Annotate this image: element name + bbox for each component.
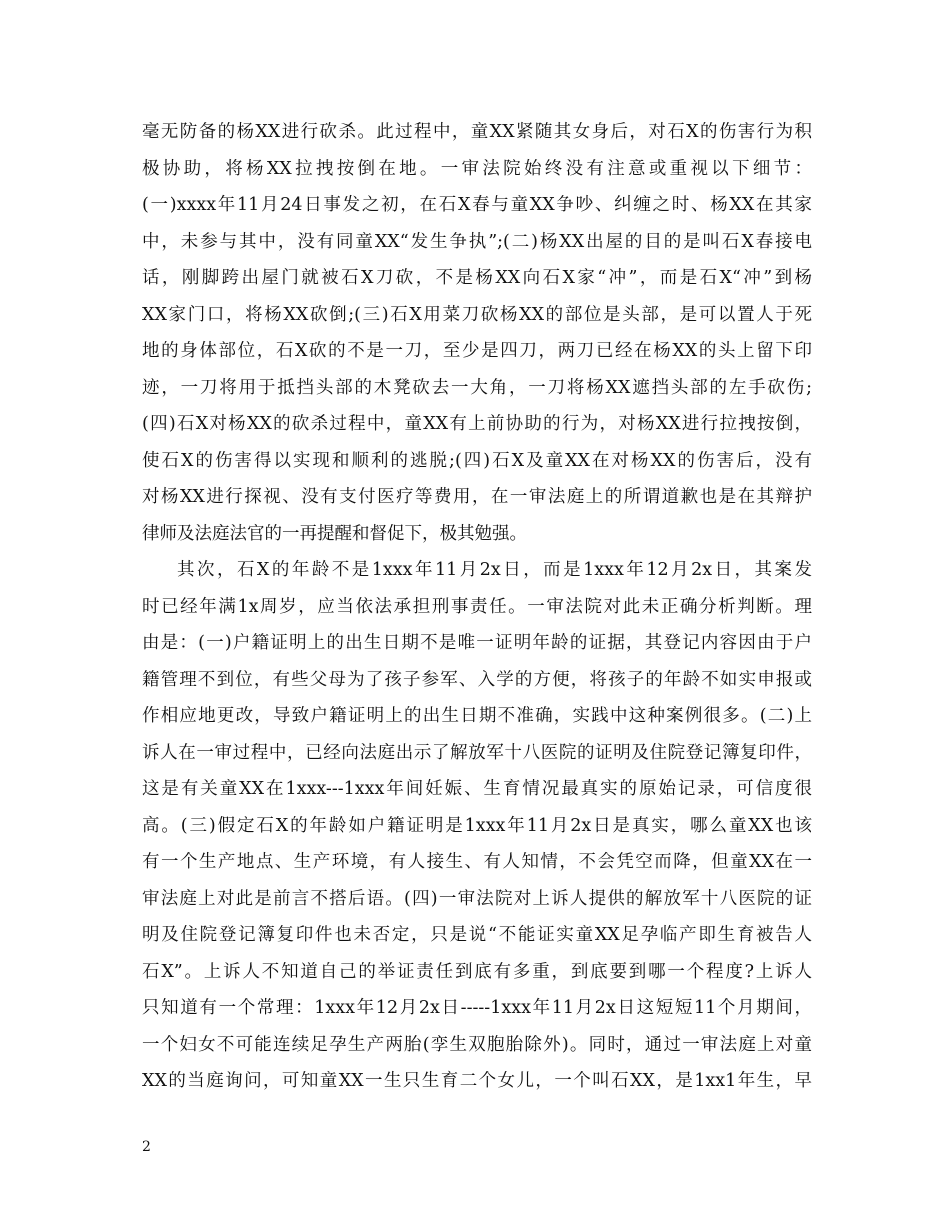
text-line: 有一个生产地点、生产环境，有人接生、有人知情，不会凭空而降，但童XX在一 <box>142 852 812 872</box>
text-line: 律师及法庭法官的一再提醒和督促下，极其勉强。 <box>142 523 527 544</box>
text-line: 审法庭上对此是前言不搭后语。(四)一审法院对上诉人提供的解放军十八医院的证 <box>142 888 812 909</box>
text-line: 只知道有一个常理：1xxx年12月2x日-----1xxx年11月2x日这短短11个月期间， <box>142 998 812 1018</box>
text-line: 对杨XX进行探视、没有支付医疗等费用，在一审法庭上的所谓道歉也是在其辩护 <box>142 487 812 507</box>
text-line: 地的身体部位，石X砍的不是一刀，至少是四刀，两刀已经在杨XX的头上留下印 <box>142 341 812 361</box>
text-line: 迹，一刀将用于抵挡头部的木凳砍去一大角，一刀将杨XX遮挡头部的左手砍伤; <box>142 377 812 398</box>
text-line: (四)石X对杨XX的砍杀过程中，童XX有上前协助的行为，对杨XX进行拉拽按倒， <box>142 414 812 434</box>
text-line: 明及住院登记簿复印件也未否定，只是说“不能证实童XX足孕临产即生育被告人 <box>142 925 812 945</box>
text-line: 毫无防备的杨XX进行砍杀。此过程中，童XX紧随其女身后，对石X的伤害行为积 <box>142 122 812 142</box>
text-line: 籍管理不到位，有些父母为了孩子参军、入学的方便，将孩子的年龄不如实申报或 <box>142 669 812 690</box>
text-line: 由是：(一)户籍证明上的出生日期不是唯一证明年龄的证据，其登记内容因由于户 <box>142 633 812 653</box>
text-line: XX家门口，将杨XX砍倒;(三)石X用菜刀砍杨XX的部位是头部，是可以置人于死 <box>142 304 812 325</box>
text-line: 高。(三)假定石X的年龄如户籍证明是1xxx年11月2x日是真实，哪么童XX也该 <box>142 815 812 836</box>
text-line: XX的当庭询问，可知童XX一生只生育二个女儿，一个叫石XX，是1xx1年生，早 <box>142 1071 812 1091</box>
text-line: 时已经年满1x周岁，应当依法承担刑事责任。一审法院对此未正确分析判断。理 <box>142 596 812 617</box>
text-line: 中，未参与其中，没有同童XX“发生争执”;(二)杨XX出屋的目的是叫石X春接电 <box>142 231 812 252</box>
text-line: 一个妇女不可能连续足孕生产两胎(孪生双胞胎除外)。同时，通过一审法庭上对童 <box>142 1034 812 1055</box>
text-line: 诉人在一审过程中，已经向法庭出示了解放军十八医院的证明及住院登记簿复印件， <box>142 742 812 763</box>
text-line: (一)xxxx年11月24日事发之初，在石X春与童XX争吵、纠缠之时、杨XX在其家 <box>142 195 812 215</box>
text-line: 石X”。上诉人不知道自己的举证责任到底有多重，到底要到哪一个程度?上诉人 <box>142 961 812 982</box>
text-line: 话，刚脚跨出屋门就被石X刀砍，不是杨XX向石X家“冲”，而是石X“冲”到杨 <box>142 268 812 288</box>
text-line: 使石X的伤害得以实现和顺利的逃脱;(四)石X及童XX在对杨XX的伤害后，没有 <box>142 450 812 471</box>
text-line: 作相应地更改，导致户籍证明上的出生日期不准确，实践中这种案例很多。(二)上 <box>142 706 812 726</box>
document-body <box>142 114 812 1100</box>
paragraph-start-line: 其次，石X的年龄不是1xxx年11月2x日，而是1xxx年12月2x日，其案发 <box>177 560 812 580</box>
page-number: 2 <box>142 1139 151 1155</box>
text-line: 极协助，将杨XX拉拽按倒在地。一审法院始终没有注意或重视以下细节： <box>142 158 812 179</box>
text-line: 这是有关童XX在1xxx---1xxx年间妊娠、生育情况最真实的原始记录，可信度很 <box>142 779 812 799</box>
